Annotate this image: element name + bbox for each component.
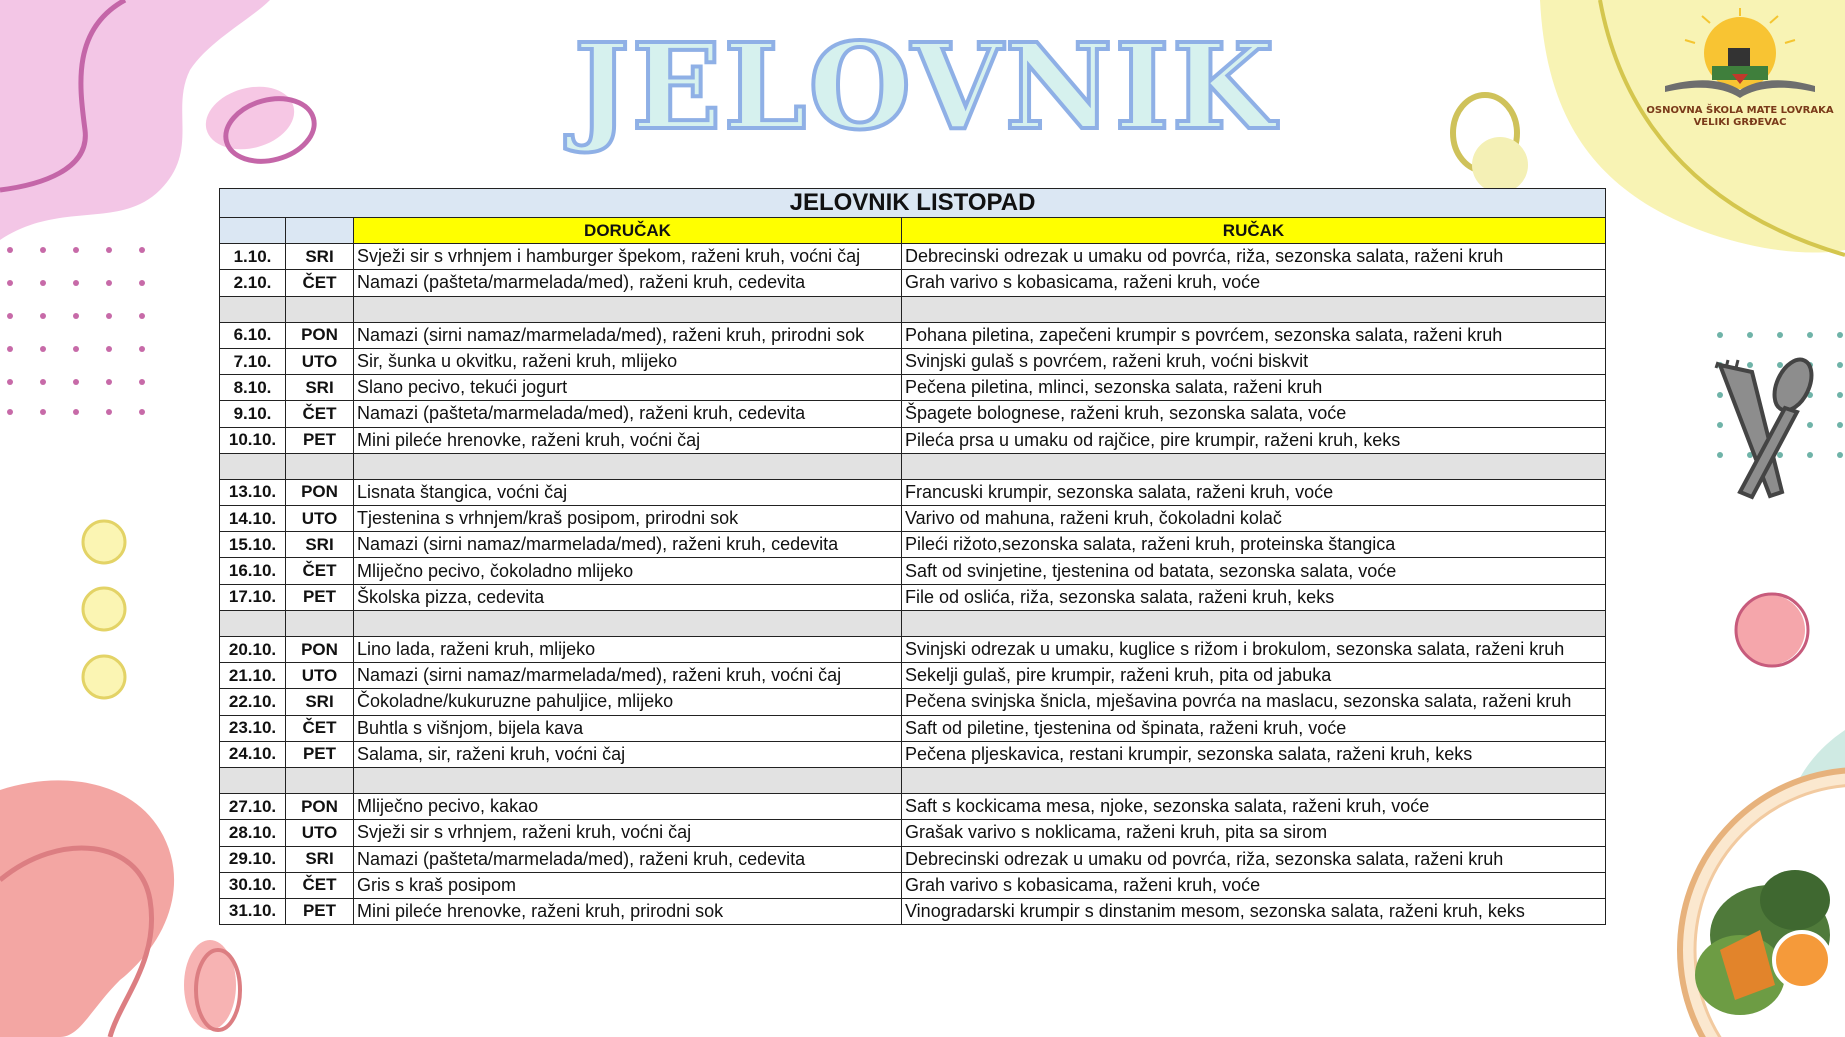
date-cell: 23.10. xyxy=(220,715,286,741)
breakfast-cell: Slano pecivo, tekući jogurt xyxy=(354,375,902,401)
lunch-cell: Sekelji gulaš, pire krumpir, raženi kruh, pita od jabuka xyxy=(902,663,1606,689)
table-row xyxy=(220,715,1606,741)
table-row xyxy=(220,375,1606,401)
breakfast-cell: Buhtla s višnjom, bijela kava xyxy=(354,715,902,741)
table-row xyxy=(220,322,1606,348)
date-cell: 29.10. xyxy=(220,846,286,872)
date-cell: 10.10. xyxy=(220,427,286,453)
date-cell: 13.10. xyxy=(220,479,286,505)
spacer-cell xyxy=(286,610,354,636)
day-cell: SRI xyxy=(286,532,354,558)
school-logo-emblem xyxy=(1640,8,1840,100)
spacer-cell xyxy=(902,767,1606,793)
lunch-cell: Pohana piletina, zapečeni krumpir s povrćem, sezonska salata, raženi kruh xyxy=(902,322,1606,348)
table-row xyxy=(220,427,1606,453)
date-cell: 15.10. xyxy=(220,532,286,558)
title-art-text: JELOVNIK xyxy=(573,17,1277,156)
date-cell: 24.10. xyxy=(220,741,286,767)
breakfast-cell: Sir, šunka u okvitku, raženi kruh, mlijeko xyxy=(354,348,902,374)
spacer-cell xyxy=(902,453,1606,479)
date-cell: 21.10. xyxy=(220,663,286,689)
lunch-cell: Vinogradarski krumpir s dinstanim mesom, sezonska salata, raženi kruh, keks xyxy=(902,898,1606,924)
table-row xyxy=(220,846,1606,872)
breakfast-cell: Namazi (sirni namaz/marmelada/med), raženi kruh, prirodni sok xyxy=(354,322,902,348)
spacer-cell xyxy=(286,453,354,479)
pink-small-blob xyxy=(199,77,301,158)
lunch-cell: Špagete bolognese, raženi kruh, sezonska salata, voće xyxy=(902,401,1606,427)
breakfast-cell: Čokoladne/kukuruzne pahuljice, mlijeko xyxy=(354,689,902,715)
breakfast-cell: Svježi sir s vrhnjem, raženi kruh, voćni čaj xyxy=(354,820,902,846)
spacer-cell xyxy=(286,296,354,322)
table-caption: JELOVNIK LISTOPAD xyxy=(220,189,1606,218)
day-cell: UTO xyxy=(286,506,354,532)
spacer-cell xyxy=(902,610,1606,636)
day-cell: PET xyxy=(286,898,354,924)
day-cell: SRI xyxy=(286,375,354,401)
day-cell: PET xyxy=(286,427,354,453)
lunch-cell: Debrecinski odrezak u umaku od povrća, riža, sezonska salata, raženi kruh xyxy=(902,846,1606,872)
date-cell: 8.10. xyxy=(220,375,286,401)
table-row xyxy=(220,479,1606,505)
table-row xyxy=(220,584,1606,610)
day-cell: PON xyxy=(286,479,354,505)
date-cell: 28.10. xyxy=(220,820,286,846)
salmon-blob-bottom-left xyxy=(0,780,174,1037)
table-row xyxy=(220,348,1606,374)
day-cell: ČET xyxy=(286,270,354,296)
spacer-cell xyxy=(354,767,902,793)
lunch-cell: Grah varivo s kobasicama, raženi kruh, voće xyxy=(902,872,1606,898)
table-header-row xyxy=(220,218,1606,244)
date-cell: 7.10. xyxy=(220,348,286,374)
day-cell: UTO xyxy=(286,663,354,689)
table-row xyxy=(220,872,1606,898)
breakfast-cell: Namazi (pašteta/marmelada/med), raženi kruh, cedevita xyxy=(354,846,902,872)
spacer-row xyxy=(220,610,1606,636)
spacer-cell xyxy=(902,296,1606,322)
table-row xyxy=(220,741,1606,767)
table-row xyxy=(220,663,1606,689)
spacer-row xyxy=(220,453,1606,479)
spacer-row xyxy=(220,767,1606,793)
day-cell: ČET xyxy=(286,558,354,584)
spacer-cell xyxy=(220,296,286,322)
day-cell: PET xyxy=(286,584,354,610)
table-row xyxy=(220,244,1606,270)
date-cell: 16.10. xyxy=(220,558,286,584)
yellow-blob-top xyxy=(1472,137,1528,193)
breakfast-cell: Mini pileće hrenovke, raženi kruh, prirodni sok xyxy=(354,898,902,924)
day-cell: ČET xyxy=(286,872,354,898)
date-cell: 6.10. xyxy=(220,322,286,348)
school-name-line2: VELIKI GRĐEVAC xyxy=(1693,117,1787,128)
breakfast-cell: Gris s kraš posipom xyxy=(354,872,902,898)
breakfast-cell: Namazi (sirni namaz/marmelada/med), raženi kruh, voćni čaj xyxy=(354,663,902,689)
lunch-cell: Francuski krumpir, sezonska salata, raženi kruh, voće xyxy=(902,479,1606,505)
lunch-cell: Pečena pljeskavica, restani krumpir, sezonska salata, raženi kruh, keks xyxy=(902,741,1606,767)
table-row xyxy=(220,532,1606,558)
spacer-cell xyxy=(220,767,286,793)
spacer-cell xyxy=(286,767,354,793)
lunch-cell: Svinjski gulaš s povrćem, raženi kruh, voćni biskvit xyxy=(902,348,1606,374)
food-plate-icon xyxy=(1680,770,1845,1037)
date-cell: 30.10. xyxy=(220,872,286,898)
school-logo xyxy=(1640,8,1840,138)
breakfast-cell: Školska pizza, cedevita xyxy=(354,584,902,610)
date-cell: 31.10. xyxy=(220,898,286,924)
breakfast-cell: Namazi (pašteta/marmelada/med), raženi kruh, cedevita xyxy=(354,270,902,296)
table-row xyxy=(220,558,1606,584)
date-cell: 14.10. xyxy=(220,506,286,532)
day-cell: PON xyxy=(286,794,354,820)
yellow-circle-2 xyxy=(83,588,125,630)
table-row xyxy=(220,689,1606,715)
lunch-header: RUČAK xyxy=(902,218,1606,244)
dot-grid-left xyxy=(7,247,145,415)
day-cell: PET xyxy=(286,741,354,767)
title-art xyxy=(573,17,1277,156)
lunch-cell: Pečena svinjska šnicla, mješavina povrća na maslacu, sezonska salata, raženi kruh xyxy=(902,689,1606,715)
lunch-cell: Saft s kockicama mesa, njoke, sezonska salata, raženi kruh, voće xyxy=(902,794,1606,820)
breakfast-cell: Mini pileće hrenovke, raženi kruh, voćni čaj xyxy=(354,427,902,453)
date-cell: 1.10. xyxy=(220,244,286,270)
breakfast-cell: Tjestenina s vrhnjem/kraš posipom, prirodni sok xyxy=(354,506,902,532)
breakfast-cell: Lino lada, raženi kruh, mlijeko xyxy=(354,637,902,663)
table-row xyxy=(220,898,1606,924)
day-cell: SRI xyxy=(286,846,354,872)
spacer-cell xyxy=(354,453,902,479)
lunch-cell: File od oslića, riža, sezonska salata, raženi kruh, keks xyxy=(902,584,1606,610)
lunch-cell: Grašak varivo s noklicama, raženi kruh, pita sa sirom xyxy=(902,820,1606,846)
table-row xyxy=(220,401,1606,427)
breakfast-cell: Svježi sir s vrhnjem i hamburger špekom, raženi kruh, voćni čaj xyxy=(354,244,902,270)
date-cell: 20.10. xyxy=(220,637,286,663)
breakfast-cell: Namazi (pašteta/marmelada/med), raženi kruh, cedevita xyxy=(354,401,902,427)
table-caption-row xyxy=(220,189,1606,218)
menu-table xyxy=(219,188,1606,925)
day-cell: UTO xyxy=(286,820,354,846)
breakfast-cell: Salama, sir, raženi kruh, voćni čaj xyxy=(354,741,902,767)
spacer-row xyxy=(220,296,1606,322)
breakfast-cell: Mliječno pecivo, čokoladno mlijeko xyxy=(354,558,902,584)
date-cell: 27.10. xyxy=(220,794,286,820)
day-cell: SRI xyxy=(286,244,354,270)
lunch-cell: Grah varivo s kobasicama, raženi kruh, voće xyxy=(902,270,1606,296)
breakfast-cell: Mliječno pecivo, kakao xyxy=(354,794,902,820)
lunch-cell: Pileća prsa u umaku od rajčice, pire krumpir, raženi kruh, keks xyxy=(902,427,1606,453)
date-cell: 9.10. xyxy=(220,401,286,427)
spacer-cell xyxy=(354,610,902,636)
title-art-svg xyxy=(573,17,1277,156)
lunch-cell: Pileći rižoto,sezonska salata, raženi kruh, proteinska štangica xyxy=(902,532,1606,558)
table-row xyxy=(220,637,1606,663)
day-cell: ČET xyxy=(286,715,354,741)
school-name-line1: OSNOVNA ŠKOLA MATE LOVRAKA xyxy=(1646,105,1834,116)
date-cell: 22.10. xyxy=(220,689,286,715)
table-row xyxy=(220,506,1606,532)
day-cell: SRI xyxy=(286,689,354,715)
yellow-circle-3 xyxy=(83,656,125,698)
table-row xyxy=(220,820,1606,846)
spacer-cell xyxy=(220,453,286,479)
spacer-cell xyxy=(220,610,286,636)
lunch-cell: Saft od piletine, tjestenina od špinata, raženi kruh, voće xyxy=(902,715,1606,741)
day-cell: PON xyxy=(286,322,354,348)
fork-spoon-icon xyxy=(1716,354,1819,497)
date-cell: 17.10. xyxy=(220,584,286,610)
lunch-cell: Pečena piletina, mlinci, sezonska salata, raženi kruh xyxy=(902,375,1606,401)
breakfast-header: DORUČAK xyxy=(354,218,902,244)
lunch-cell: Saft od svinjetine, tjestenina od batata, sezonska salata, voće xyxy=(902,558,1606,584)
lunch-cell: Debrecinski odrezak u umaku od povrća, riža, sezonska salata, raženi kruh xyxy=(902,244,1606,270)
breakfast-cell: Lisnata štangica, voćni čaj xyxy=(354,479,902,505)
yellow-circle-1 xyxy=(83,521,125,563)
date-header-cell xyxy=(220,218,286,244)
lunch-cell: Varivo od mahuna, raženi kruh, čokoladni kolač xyxy=(902,506,1606,532)
day-cell: ČET xyxy=(286,401,354,427)
day-header-cell xyxy=(286,218,354,244)
spacer-cell xyxy=(354,296,902,322)
breakfast-cell: Namazi (sirni namaz/marmelada/med), raženi kruh, cedevita xyxy=(354,532,902,558)
day-cell: PON xyxy=(286,637,354,663)
lunch-cell: Svinjski odrezak u umaku, kuglice s rižom i brokulom, sezonska salata, raženi kruh xyxy=(902,637,1606,663)
table-row xyxy=(220,794,1606,820)
date-cell: 2.10. xyxy=(220,270,286,296)
table-row xyxy=(220,270,1606,296)
day-cell: UTO xyxy=(286,348,354,374)
